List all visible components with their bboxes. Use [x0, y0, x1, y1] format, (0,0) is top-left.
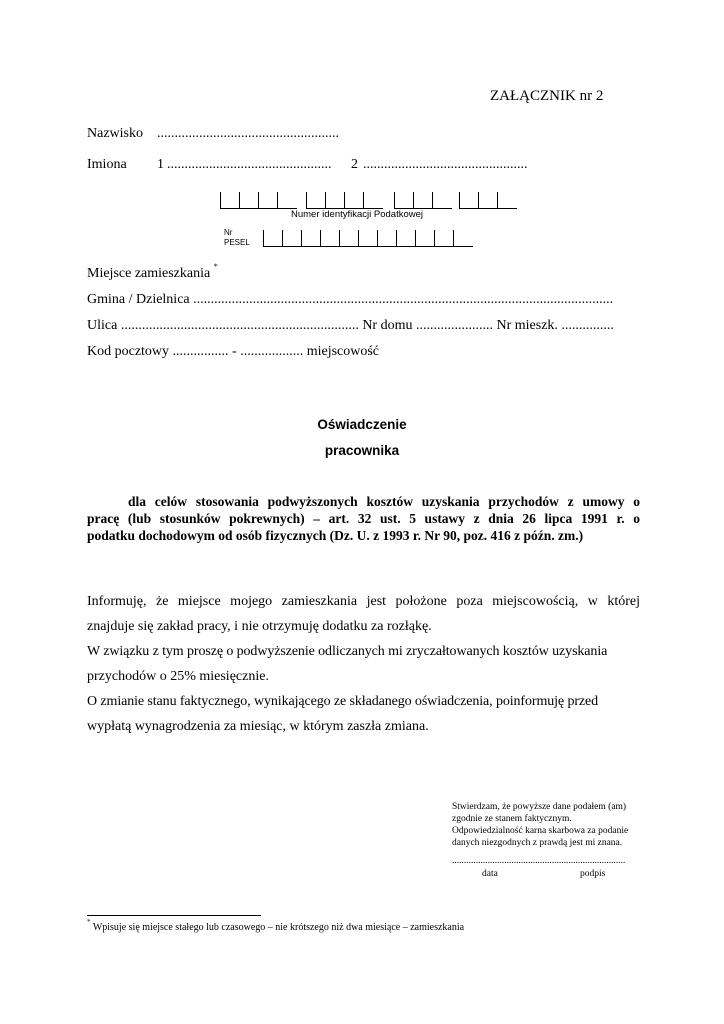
footnote-marker: * — [213, 262, 218, 271]
purpose-line-1: dla celów stosowania podwyższonych kosztów uzyskania przychodów z umowy o — [128, 494, 640, 509]
body-p2-line2: przychodów o 25% miesięcznie. — [87, 669, 269, 684]
pesel-label: PESEL — [224, 238, 250, 247]
purpose-line-2: pracę (lub stosunków pokrewnych) – art. 32 ust. 5 ustawy z dnia 26 lipca 1991 r. o — [87, 511, 640, 526]
postal-code-field[interactable]: Kod pocztowy ................ - .................. miejscowość — [87, 344, 380, 359]
nip-group-1[interactable] — [220, 192, 297, 209]
attestation-line-2: zgodnie ze stanem faktycznym. — [452, 814, 572, 824]
surname-label: Nazwisko — [87, 126, 143, 141]
body-p2-line1: W związku z tym proszę o podwyższenie odliczanych mi zryczałtowanych kosztów uzyskania — [87, 644, 608, 659]
footnote: * Wpisuje się miejsce stałego lub czasowego – nie krótszego niż dwa miesiące – zamieszkania — [87, 918, 465, 933]
body-p1-line2: znajduje się zakład pracy, i nie otrzymuję dodatku za rozłąkę. — [87, 619, 432, 634]
body-p1-line1: Informuję, że miejsce mojego zamieszkania jest położone poza miejscowością, w której — [87, 594, 640, 609]
surname-field[interactable]: .................................................... — [157, 126, 339, 141]
pesel-boxes[interactable] — [263, 230, 473, 247]
nip-group-3[interactable] — [394, 192, 452, 209]
gmina-field[interactable]: Gmina / Dzielnica ........................................................................................................................ — [87, 292, 614, 307]
name1-number: 1 — [157, 157, 164, 172]
nip-caption: Numer identyfikacji Podatkowej — [291, 209, 424, 220]
footnote-divider — [87, 915, 261, 916]
name1-field[interactable]: ............................................... — [167, 157, 332, 172]
signature-label: podpis — [580, 869, 606, 879]
attestation-line-3: Odpowiedzialność karna skarbowa za podanie — [452, 826, 629, 836]
statement-subtitle: pracownika — [324, 443, 400, 458]
purpose-line-3: podatku dochodowym od osób fizycznych (Dz. U. z 1993 r. Nr 90, poz. 416 z późn. zm.) — [87, 528, 584, 543]
names-label: Imiona — [87, 157, 127, 172]
nip-group-4[interactable] — [459, 192, 517, 209]
attestation-line-1: Stwierdzam, że powyższe dane podałem (am) — [452, 802, 627, 812]
pesel-label-nr: Nr — [224, 228, 233, 237]
nip-group-2[interactable] — [306, 192, 383, 209]
residence-label: Miejsce zamieszkania * — [87, 262, 218, 281]
attachment-number: ZAŁĄCZNIK nr 2 — [490, 88, 604, 104]
date-label: data — [482, 869, 498, 879]
name2-field[interactable]: ............................................... — [363, 157, 528, 172]
body-p3-line2: wypłatą wynagrodzenia za miesiąc, w którym zaszła zmiana. — [87, 719, 429, 734]
signature-dots[interactable]: ......................................................................... — [452, 856, 626, 866]
attestation-line-4: danych niezgodnych z prawdą jest mi znana. — [452, 838, 623, 848]
statement-title: Oświadczenie — [317, 417, 407, 432]
body-p3-line1: O zmianie stanu faktycznego, wynikającego ze składanego oświadczenia, poinformuję przed — [87, 694, 599, 709]
street-field[interactable]: Ulica .................................................................... Nr domu ...................... Nr mieszk. ............... — [87, 318, 614, 333]
name2-number: 2 — [351, 157, 358, 172]
